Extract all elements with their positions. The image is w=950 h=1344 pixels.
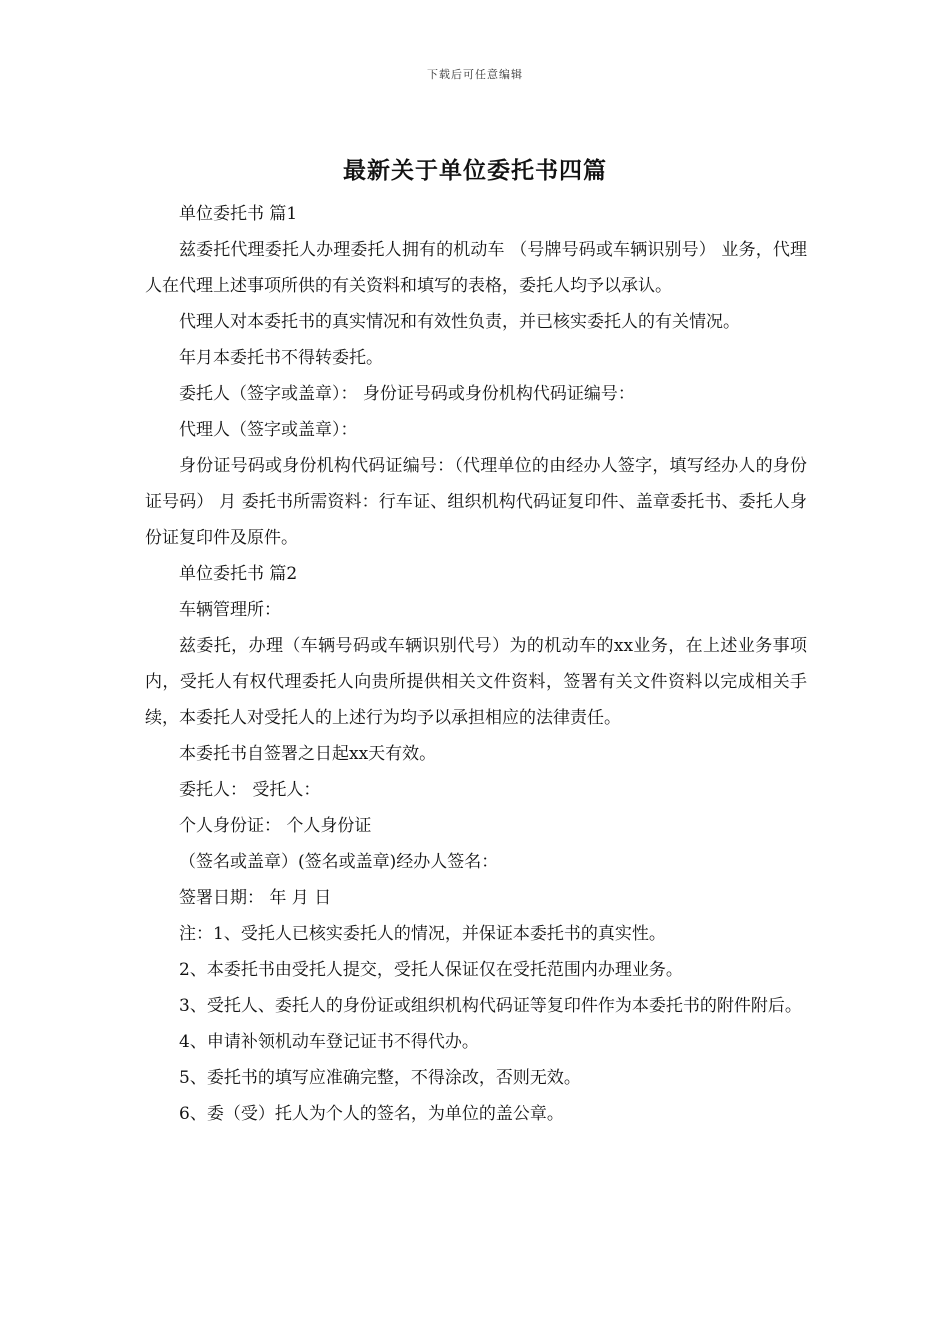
note-item: 5、委托书的填写应准确完整，不得涂改，否则无效。 [179,1068,581,1088]
header-note: 下载后可任意编辑 [427,68,523,81]
note-item: 4、申请补领机动车登记证书不得代办。 [179,1032,479,1052]
paragraph: 签署日期： 年 月 日 [179,888,332,908]
note-item: 注：1、受托人已核实委托人的情况，并保证本委托书的真实性。 [179,924,666,944]
section-heading-1: 单位委托书 篇1 [179,204,298,224]
paragraph: 年月本委托书不得转委托。 [179,348,383,368]
section-heading-2: 单位委托书 篇2 [179,564,298,584]
paragraph: 车辆管理所： [179,600,281,620]
note-item: 2、本委托书由受托人提交，受托人保证仅在受托范围内办理业务。 [179,960,683,980]
note-item: 3、受托人、委托人的身份证或组织机构代码证等复印件作为本委托书的附件附后。 [179,996,802,1016]
paragraph: （签名或盖章）(签名或盖章)经办人签名： [179,852,499,872]
paragraph: 个人身份证： 个人身份证 [179,816,372,836]
document-body [145,196,807,1132]
paragraph: 代理人对本委托书的真实情况和有效性负责，并已核实委托人的有关情况。 [179,312,740,332]
paragraph: 代理人（签字或盖章）： [179,420,358,440]
note-item: 6、委（受）托人为个人的签名，为单位的盖公章。 [179,1104,564,1124]
paragraph: 本委托书自签署之日起xx天有效。 [179,744,437,764]
paragraph: 委托人（签字或盖章）： 身份证号码或身份机构代码证编号： [179,384,635,404]
document-title: 最新关于单位委托书四篇 [343,157,607,184]
paragraph: 委托人： 受托人： [179,780,321,800]
paragraph: 兹委托，办理（车辆号码或车辆识别代号）为的机动车的xx业务，在上述业务事项内，受托人有权代理委托人向贵所提供相关文件资料，签署有关文件资料以完成相关手续，本委托人对受托人的上述行为均予以承担相应的法律责任。 [145,636,807,728]
paragraph: 兹委托代理委托人办理委托人拥有的机动车 （号牌号码或车辆识别号） 业务，代理人在代理上述事项所供的有关资料和填写的表格，委托人均予以承认。 [145,240,807,296]
paragraph: 身份证号码或身份机构代码证编号：（代理单位的由经办人签字，填写经办人的身份证号码） 月 委托书所需资料：行车证、组织机构代码证复印件、盖章委托书、委托人身份证复印件及原件。 [145,456,807,548]
